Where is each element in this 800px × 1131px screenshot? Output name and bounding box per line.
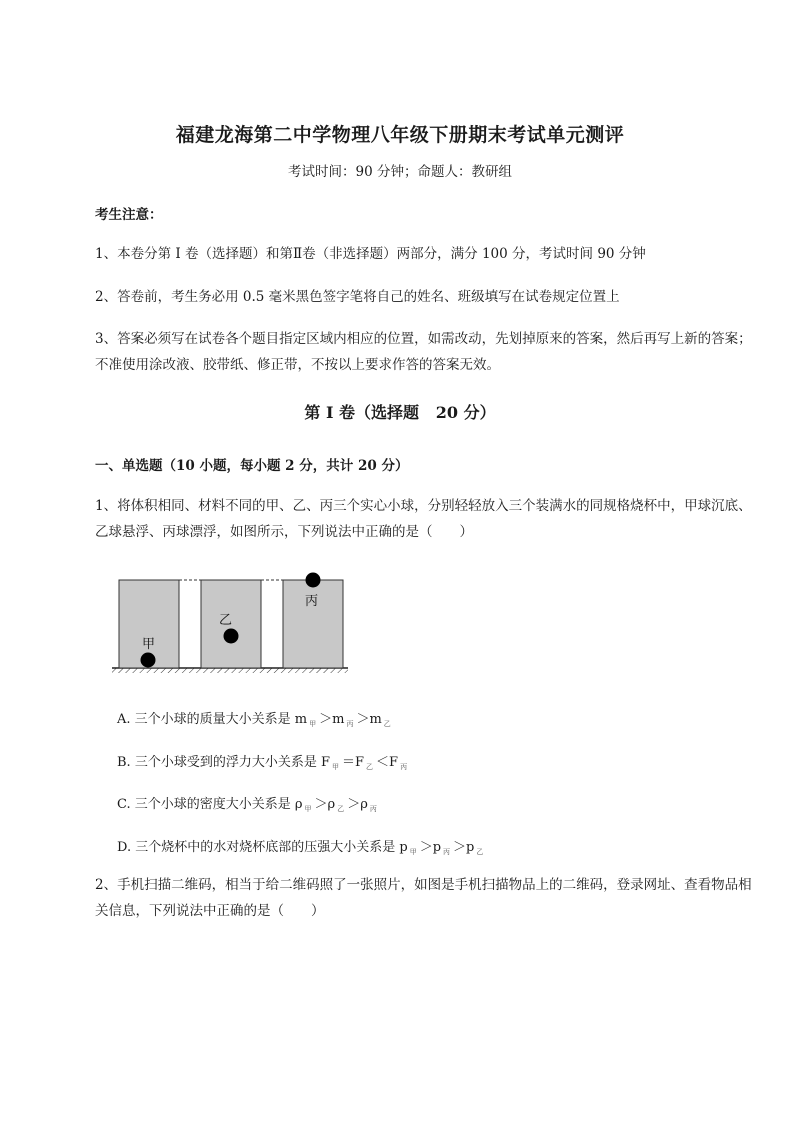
option-a-sub-2: 丙 <box>346 720 354 728</box>
option-b[interactable] <box>117 751 410 772</box>
option-a-sym-3: ＞m <box>356 712 382 727</box>
part-heading: 一、单选题（10 小题，每小题 2 分，共计 20 分） <box>95 458 409 474</box>
option-d-sub-1: 甲 <box>409 848 417 856</box>
label-bing: 丙 <box>305 594 319 609</box>
option-c-sub-2: 乙 <box>337 805 345 813</box>
label-jia: 甲 <box>142 637 156 652</box>
option-d-sub-3: 乙 <box>476 848 484 856</box>
option-b-sym-3: ＜F <box>376 755 399 770</box>
option-a[interactable] <box>117 708 394 729</box>
notice-item-2: 2、答卷前，考生务必用 0.5 毫米黑色签字笔将自己的姓名、班级填写在试卷规定位置上 <box>95 289 620 305</box>
option-d-sym-2: ＞p <box>419 840 442 855</box>
option-c-sym-1: ρ <box>294 797 303 812</box>
option-b-sub-1: 甲 <box>332 763 339 771</box>
option-d-sym-1: p <box>399 840 408 855</box>
option-a-sub-1: 甲 <box>309 720 317 728</box>
option-b-text: B. 三个小球受到的浮力大小关系是 <box>117 755 317 770</box>
exam-title: 福建龙海第二中学物理八年级下册期末考试单元测评 <box>175 124 625 146</box>
option-c-text: C. 三个小球的密度大小关系是 <box>117 797 291 812</box>
section-title: 第 I 卷（选择题 20 分） <box>304 403 496 422</box>
option-b-sub-2: 乙 <box>366 763 374 771</box>
option-c-sub-3: 丙 <box>369 805 377 813</box>
option-c[interactable] <box>117 793 380 814</box>
question-1: 1、将体积相同、材料不同的甲、乙、丙三个实心小球，分别轻轻放入三个装满水的同规格烧杯中，甲球沉底、乙球悬浮、丙球漂浮，如图所示，下列说法中正确的是（ ） <box>95 498 752 540</box>
option-d-sub-2: 丙 <box>443 848 451 856</box>
label-yi: 乙 <box>219 613 233 628</box>
beakers-figure <box>110 568 350 682</box>
option-a-sym-2: ＞m <box>319 712 345 727</box>
option-a-text: A. 三个小球的质量大小关系是 <box>117 712 291 727</box>
option-d-text: D. 三个烧杯中的水对烧杯底部的压强大小关系是 <box>117 840 396 855</box>
option-c-sub-1: 甲 <box>304 805 312 813</box>
option-a-sub-3: 乙 <box>383 720 391 728</box>
ball-yi <box>224 629 239 644</box>
option-b-sym-1: F <box>320 755 330 770</box>
question-2: 2、手机扫描二维码，相当于给二维码照了一张照片，如图是手机扫描物品上的二维码，登录网址、查看物品相关信息，下列说法中正确的是（ ） <box>95 877 752 919</box>
option-d[interactable] <box>117 836 486 857</box>
notice-heading: 考生注意： <box>95 207 163 223</box>
option-a-sym-1: m <box>294 712 308 727</box>
option-c-sym-3: ＞ρ <box>347 797 368 812</box>
option-b-sub-3: 丙 <box>400 763 408 771</box>
ball-jia <box>141 653 156 668</box>
notice-item-3: 3、答案必须写在试卷各个题目指定区域内相应的位置，如需改动，先划掉原来的答案，然后再写上新的答案；不准使用涂改液、胶带纸、修正带，不按以上要求作答的答案无效。 <box>95 331 752 373</box>
option-c-sym-2: ＞ρ <box>314 797 336 812</box>
notice-item-1: 1、本卷分第 I 卷（选择题）和第Ⅱ卷（非选择题）两部分，满分 100 分，考试时间 90 分钟 <box>95 246 646 262</box>
exam-subtitle: 考试时间：90 分钟；命题人：教研组 <box>288 164 512 180</box>
option-b-sym-2: ＝F <box>342 755 365 770</box>
option-d-sym-3: ＞p <box>453 840 475 855</box>
ball-bing <box>306 573 321 588</box>
